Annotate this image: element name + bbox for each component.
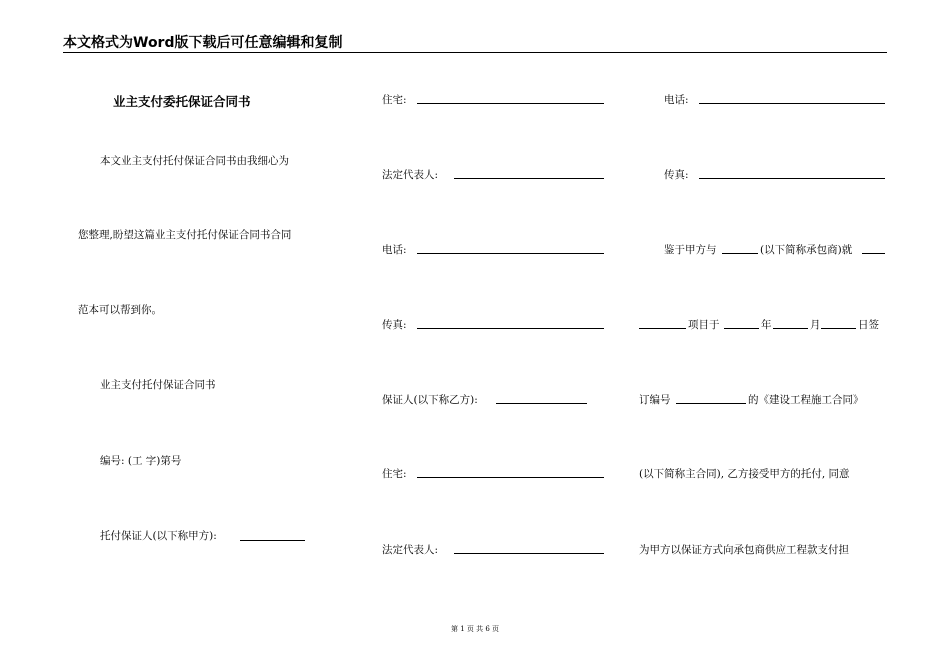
legal-rep-label-2: 法定代表人: <box>382 544 439 556</box>
address-blank-2 <box>417 477 604 478</box>
contract-no-text-a: 订编号 <box>639 394 671 406</box>
fax-blank <box>417 328 604 329</box>
whereas-text-a: 鉴于甲方与 <box>664 244 717 256</box>
intro-line-3: 范本可以帮到你。 <box>78 304 162 316</box>
phone-label: 电话: <box>382 244 407 256</box>
address-label-1: 住宅: <box>382 94 407 106</box>
whereas-blank-1 <box>722 253 758 254</box>
header-text: 本文格式为Word版下载后可任意编辑和复制 <box>63 35 343 51</box>
project-text: 项目于 <box>688 319 720 331</box>
contract-no-text-b: 的《建设工程施工合同》 <box>748 394 864 406</box>
contract-no-blank <box>676 403 746 404</box>
legal-rep-blank-2 <box>454 553 604 554</box>
phone-blank-right <box>699 103 885 104</box>
page-header <box>63 30 887 53</box>
fax-label: 传真: <box>382 319 407 331</box>
principal-blank <box>240 540 305 541</box>
project-blank <box>639 328 686 329</box>
page-footer: 第 1 页 共 6 页 <box>450 625 500 633</box>
legal-rep-blank-1 <box>454 178 604 179</box>
address-blank-1 <box>417 103 604 104</box>
year-blank <box>724 328 759 329</box>
document-title: 业主支付委托保证合同书 <box>113 94 251 109</box>
intro-line-1: 本文业主支付托付保证合同书由我细心为 <box>100 155 289 167</box>
phone-label-right: 电话: <box>664 94 689 106</box>
whereas-blank-2 <box>862 253 885 254</box>
principal-label: 托付保证人(以下称甲方): <box>100 530 217 542</box>
month-text: 月 <box>810 319 821 331</box>
guarantor-blank <box>496 403 587 404</box>
contract-subtitle: 业主支付托付保证合同书 <box>100 379 216 391</box>
day-text: 日签 <box>858 319 879 331</box>
legal-rep-label-1: 法定代表人: <box>382 169 439 181</box>
whereas-text-b: (以下简称承包商)就 <box>760 244 853 256</box>
intro-line-2: 您整理,盼望这篇业主支付托付保证合同书合同 <box>78 229 292 241</box>
guarantor-label: 保证人(以下称乙方): <box>382 394 478 406</box>
fax-label-right: 传真: <box>664 169 689 181</box>
month-blank <box>773 328 808 329</box>
year-text: 年 <box>761 319 772 331</box>
fax-blank-right <box>699 178 885 179</box>
address-label-2: 住宅: <box>382 468 407 480</box>
day-blank <box>821 328 856 329</box>
phone-blank <box>417 253 604 254</box>
main-contract-text: (以下简称主合同), 乙方接受甲方的托付, 同意 <box>639 468 850 480</box>
contract-number: 编号: (工 字)第号 <box>100 455 182 467</box>
guarantee-text: 为甲方以保证方式向承包商供应工程款支付担 <box>639 544 849 556</box>
